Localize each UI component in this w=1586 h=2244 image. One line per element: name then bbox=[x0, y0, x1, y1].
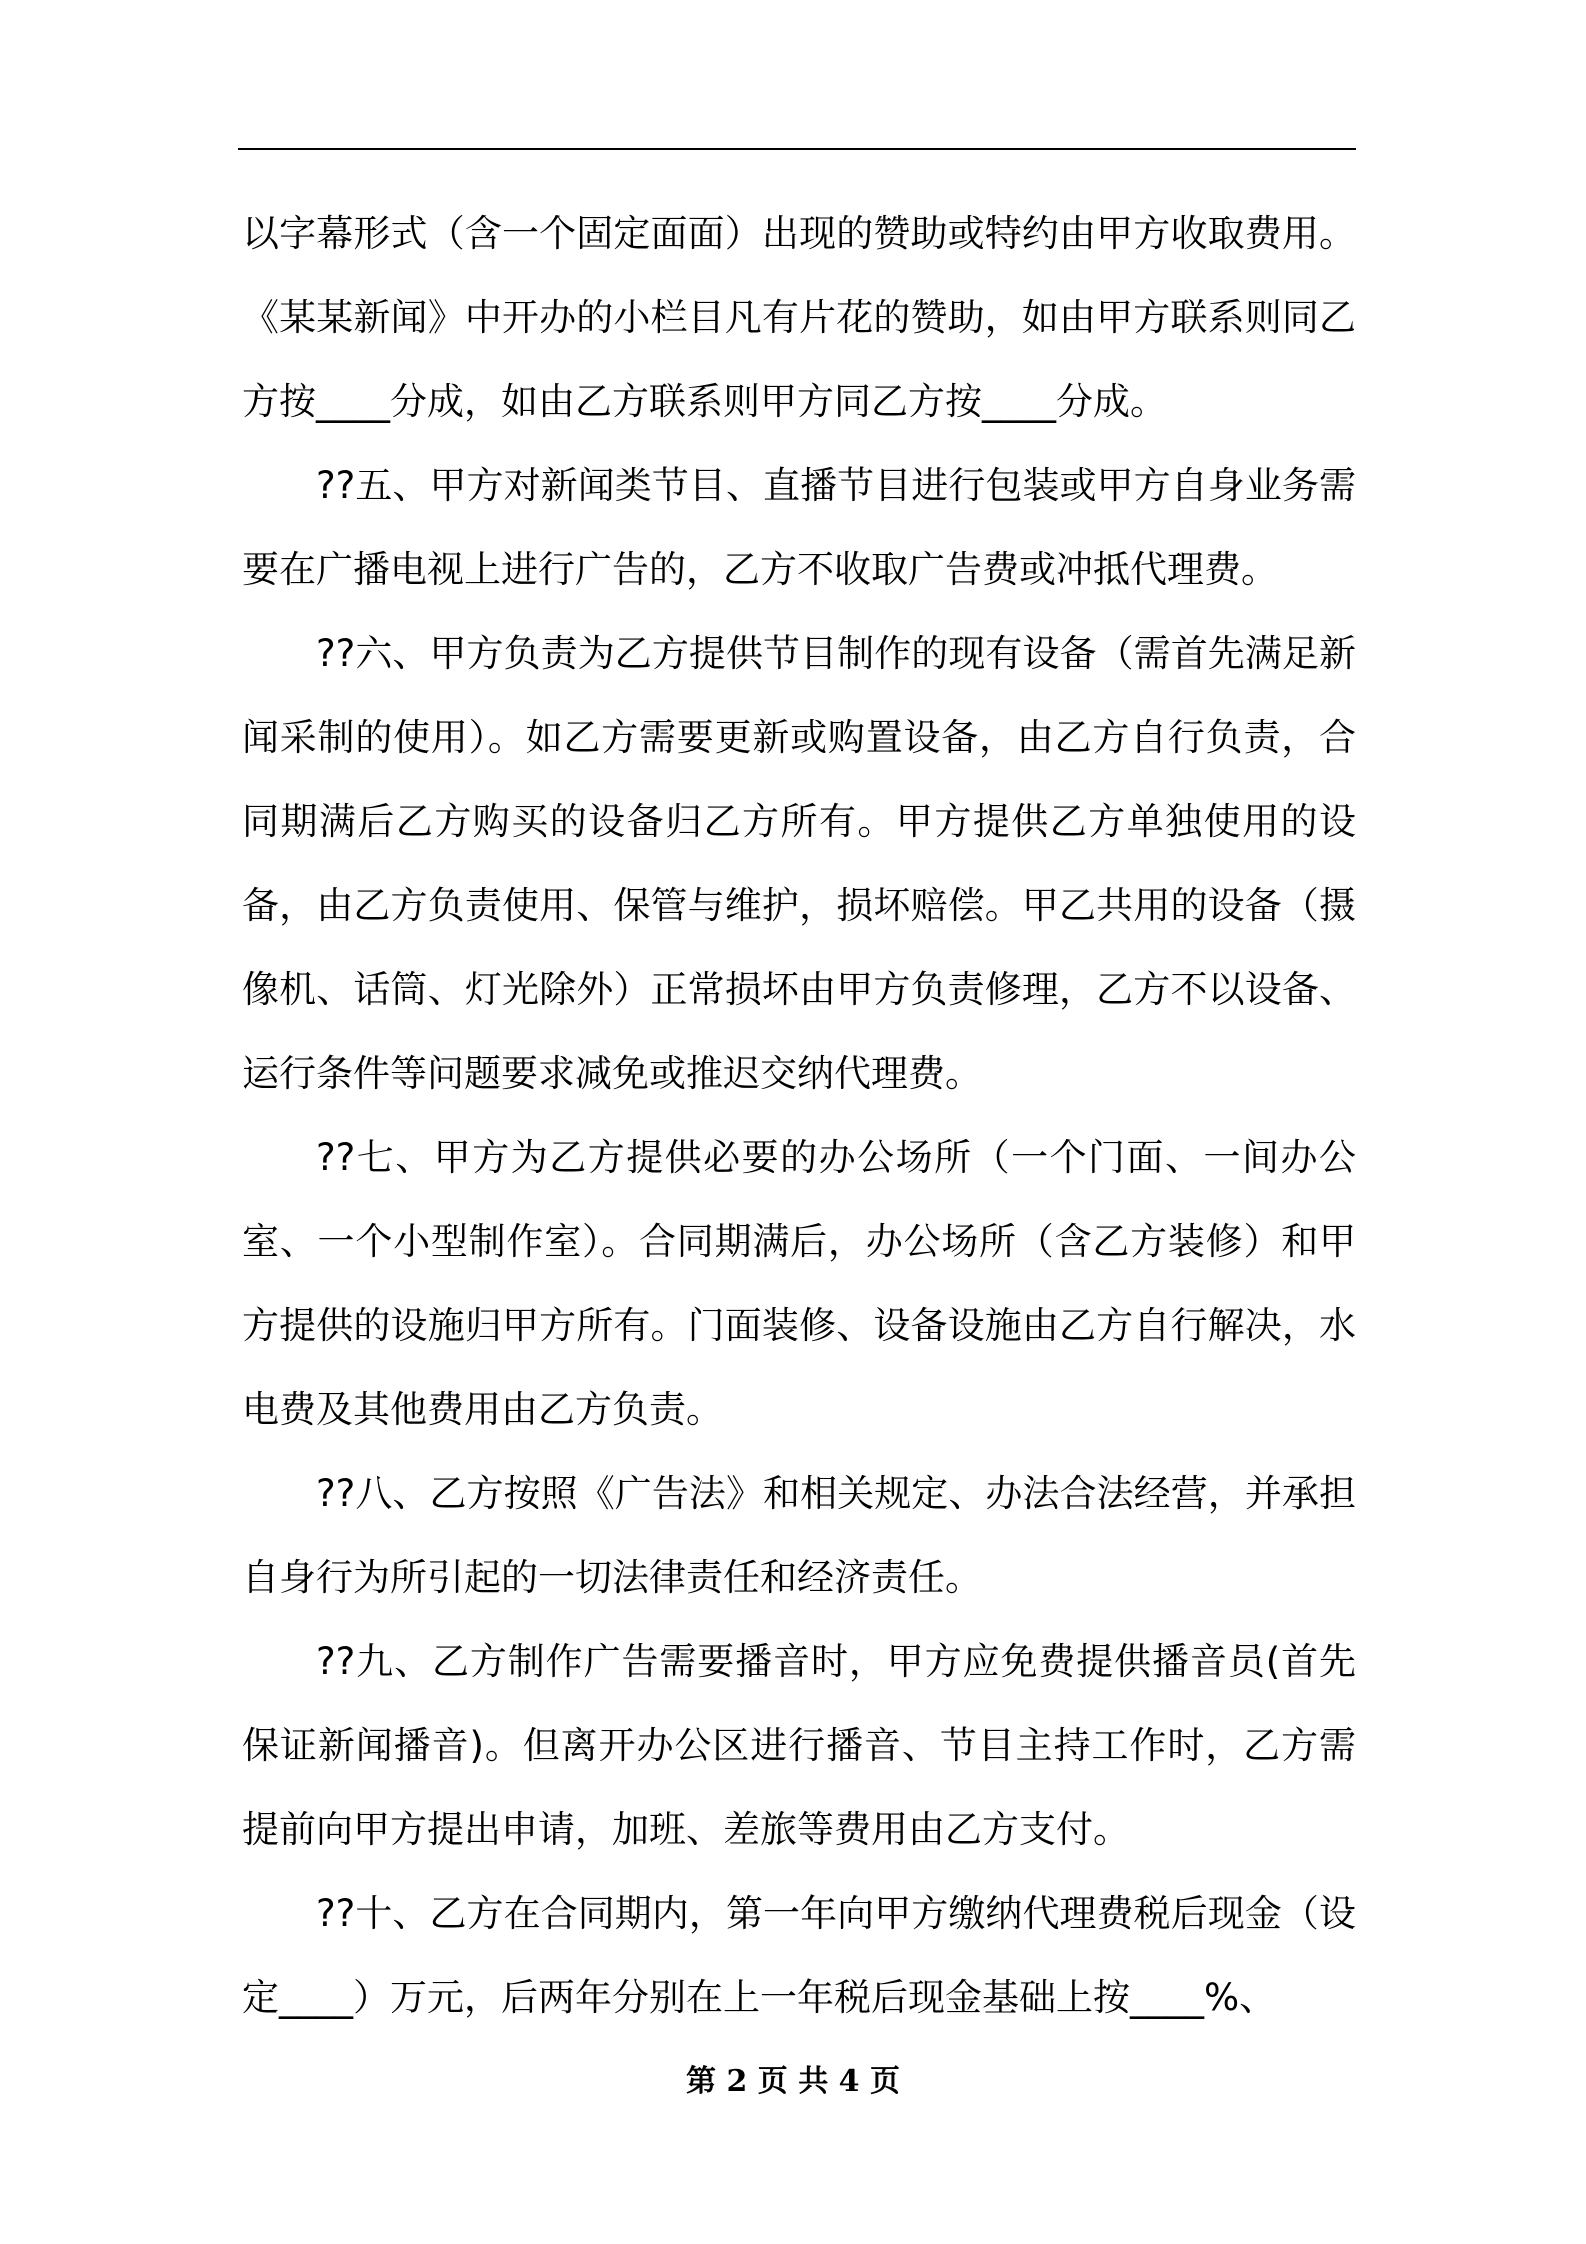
page-number-footer: 第 2 页 共 4 页 bbox=[686, 2064, 900, 2099]
paragraph-clause-6: ??六、甲方负责为乙方提供节目制作的现有设备（需首先满足新闻采制的使用）。如乙方需要更新或购置设备，由乙方自行负责，合同期满后乙方购买的设备归乙方所有。甲方提供乙方单独使用的设备，由乙方负责使用、保管与维护，损坏赔偿。甲乙共用的设备（摄像机、话筒、灯光除外）正常损坏由甲方负责修理，乙方不以设备、运行条件等问题要求减免或推迟交纳代理费。 bbox=[242, 632, 1356, 1095]
paragraph-continuation: 以字幕形式（含一个固定面面）出现的赞助或特约由甲方收取费用。《某某新闻》中开办的小栏目凡有片花的赞助，如由甲方联系则同乙方按____分成，如由乙方联系则甲方同乙方按____分成。 bbox=[242, 212, 1356, 423]
paragraph-clause-10: ??十、乙方在合同期内，第一年向甲方缴纳代理费税后现金（设定____）万元，后两年分别在上一年税后现金基础上按____%、 bbox=[242, 1892, 1356, 2019]
header-rule bbox=[238, 148, 1356, 150]
paragraph-clause-8: ??八、乙方按照《广告法》和相关规定、办法合法经营，并承担自身行为所引起的一切法律责任和经济责任。 bbox=[242, 1472, 1356, 1599]
paragraph-clause-5: ??五、甲方对新闻类节目、直播节目进行包装或甲方自身业务需要在广播电视上进行广告的，乙方不收取广告费或冲抵代理费。 bbox=[242, 464, 1356, 591]
document-body bbox=[242, 192, 1356, 2040]
paragraph-clause-9: ??九、乙方制作广告需要播音时，甲方应免费提供播音员(首先保证新闻播音)。但离开办公区进行播音、节目主持工作时，乙方需提前向甲方提出申请，加班、差旅等费用由乙方支付。 bbox=[242, 1640, 1356, 1851]
paragraph-clause-7: ??七、甲方为乙方提供必要的办公场所（一个门面、一间办公室、一个小型制作室）。合同期满后，办公场所（含乙方装修）和甲方提供的设施归甲方所有。门面装修、设备设施由乙方自行解决，水电费及其他费用由乙方负责。 bbox=[242, 1136, 1356, 1431]
